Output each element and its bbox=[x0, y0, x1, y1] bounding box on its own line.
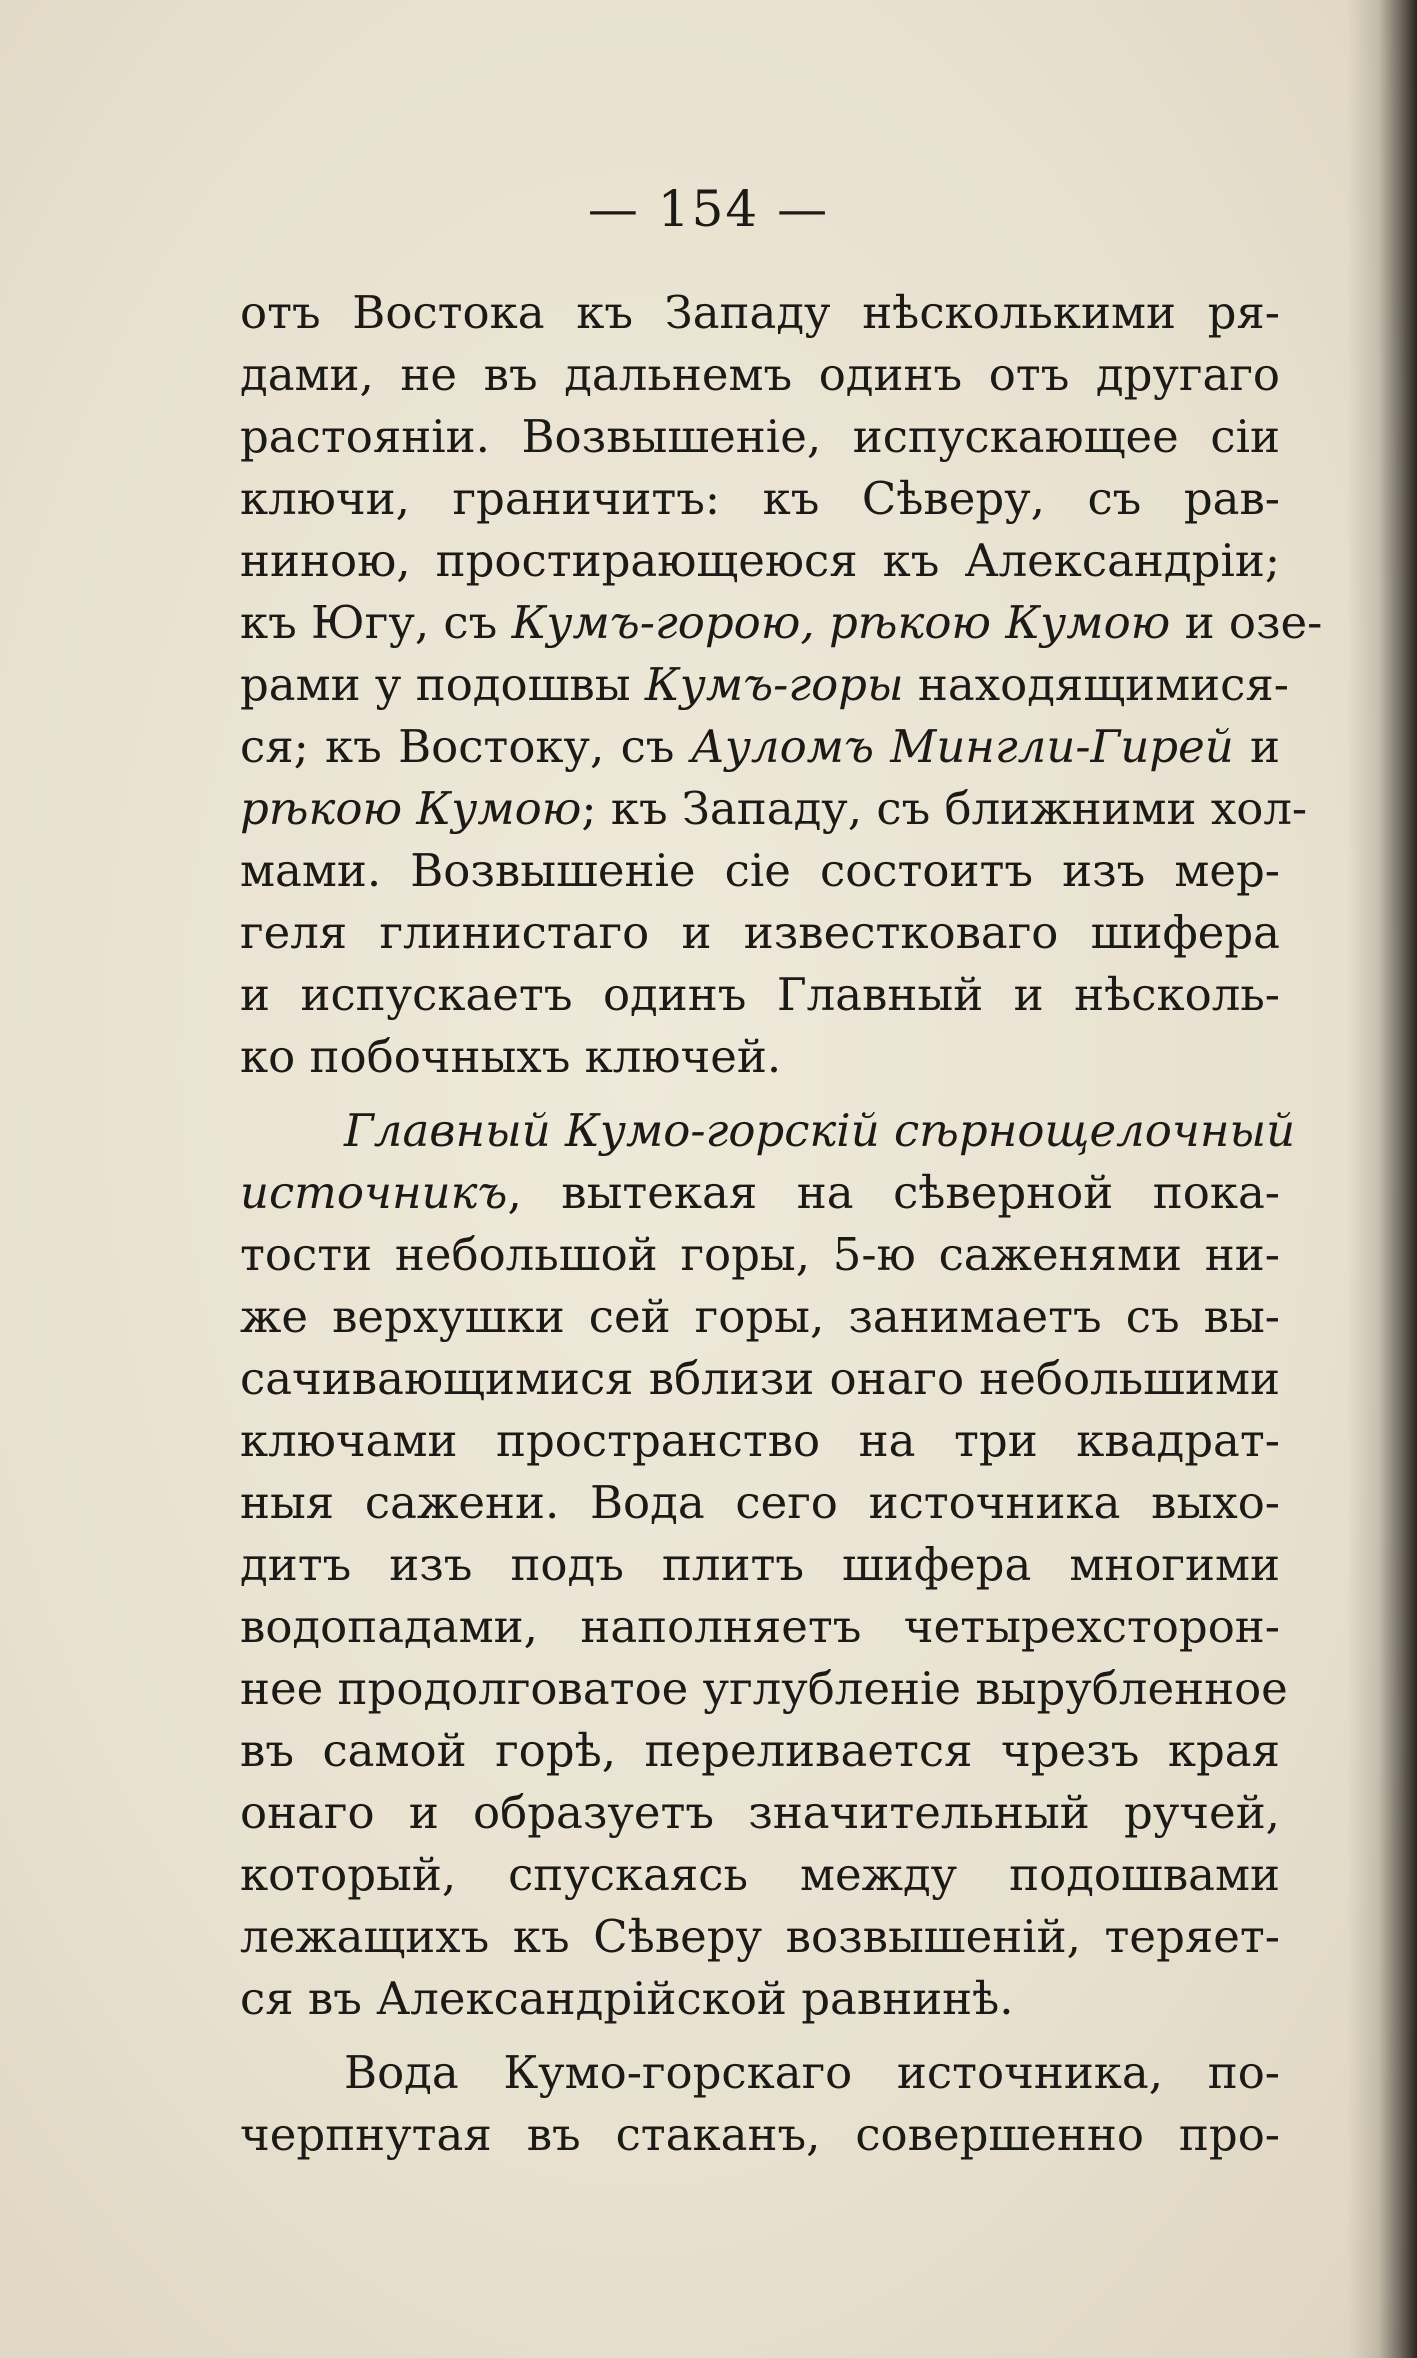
text-line: и испускаетъ одинъ Главный и нѣсколь- bbox=[240, 968, 1280, 1021]
text-line: нинoю, простирающеюся къ Александріи; bbox=[240, 534, 1280, 587]
text-line: сачивающимися вблизи онаго небольшими bbox=[240, 1352, 1280, 1405]
text-line: ныя сажени. Вода сего источника выхо- bbox=[240, 1476, 1280, 1529]
text-line: источникъ, вытекая на сѣверной пока- bbox=[240, 1166, 1280, 1219]
text-line: же верхушки сей горы, занимаетъ съ вы- bbox=[240, 1290, 1280, 1343]
text-line: тости небольшой горы, 5-ю саженями ни- bbox=[240, 1228, 1280, 1281]
text-line: черпнутая въ стаканъ, совершенно про- bbox=[240, 2108, 1280, 2161]
italic-place-name: Кумъ-горы bbox=[644, 658, 904, 711]
text-line: который, спускаясь между подошвами bbox=[240, 1848, 1280, 1901]
text-line bbox=[240, 1100, 1296, 1162]
text-line: въ самой горѣ, переливается чрезъ края bbox=[240, 1724, 1280, 1777]
paragraph-2 bbox=[240, 1100, 1296, 2030]
text-line: рѣкою Кумою; къ Западу, съ ближними хол- bbox=[240, 782, 1308, 835]
text-line: къ Югу, съ Кумъ-горою, рѣкою Кумою и озе- bbox=[240, 596, 1323, 649]
body-text bbox=[240, 282, 1323, 2178]
spine-shadow bbox=[1347, 0, 1417, 2358]
text-line: ключами пространство на три квадрат- bbox=[240, 1414, 1280, 1467]
text-line: ко побочныхъ ключей. bbox=[240, 1030, 782, 1083]
page-number: — 154 — bbox=[587, 180, 830, 238]
text-line: лежащихъ къ Сѣверу возвышеній, теряет- bbox=[240, 1910, 1280, 1963]
text-line: Вода Кумо-горскаго источника, по- bbox=[344, 2046, 1280, 2099]
italic-source-name: источникъ bbox=[240, 1166, 508, 1219]
text-line: ся въ Александрійской равнинѣ. bbox=[240, 1972, 1014, 2025]
text-line: дитъ изъ подъ плитъ шифера многими bbox=[240, 1538, 1280, 1591]
text-line: ся; къ Востоку, съ Ауломъ Мингли-Гирей и bbox=[240, 720, 1281, 773]
text-line: рами у подошвы Кумъ-горы находящимися- bbox=[240, 658, 1289, 711]
text-line: геля глинистаго и известковаго шифера bbox=[240, 906, 1280, 959]
italic-place-name: Кумъ-горою, рѣкою Кумою bbox=[511, 596, 1171, 649]
text-line: онаго и образуетъ значительный ручей, bbox=[240, 1786, 1280, 1839]
text-line: отъ Востока къ Западу нѣсколькими ря- bbox=[240, 286, 1280, 339]
italic-place-name: Ауломъ Мингли-Гирей bbox=[690, 720, 1234, 773]
text-line: водопадами, наполняетъ четырехсторон- bbox=[240, 1600, 1280, 1653]
italic-place-name: рѣкою Кумою bbox=[240, 782, 582, 835]
paragraph-1 bbox=[240, 282, 1323, 1088]
text-line: ключи, граничитъ: къ Сѣверу, съ рав- bbox=[240, 472, 1280, 525]
text-line: нее продолговатое углубленіе вырубленное bbox=[240, 1662, 1288, 1715]
text-line: мами. Возвышеніе сіе состоитъ изъ мер- bbox=[240, 844, 1280, 897]
italic-source-name: Главный Кумо-горскій сѣрнощелочный bbox=[344, 1104, 1296, 1157]
text-line: дами, не въ дальнемъ одинъ отъ другаго bbox=[240, 348, 1280, 401]
paragraph-3 bbox=[240, 2042, 1280, 2166]
text-line: растояніи. Возвышеніе, испускающее сіи bbox=[240, 410, 1280, 463]
